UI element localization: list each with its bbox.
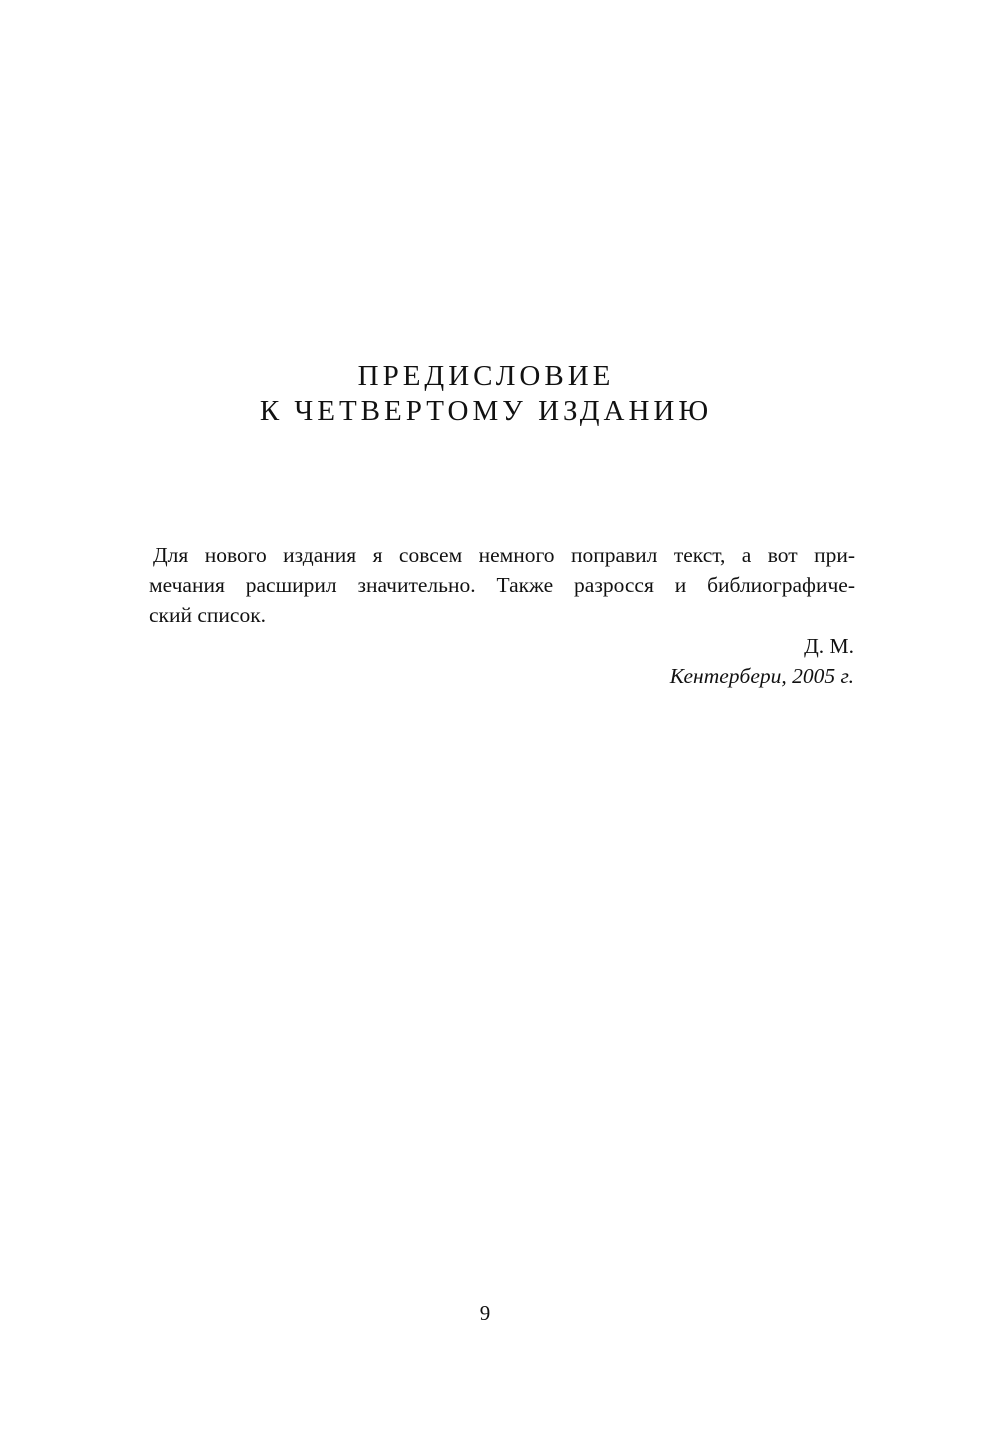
place-and-date: Кентербери, 2005 г. <box>669 664 854 688</box>
paragraph-line: ский список. <box>149 603 267 627</box>
page-number: 9 <box>479 1301 491 1325</box>
preface-paragraph <box>149 540 855 630</box>
paragraph-line: мечания расширил значительно. Также разросся и библиографиче- <box>149 573 855 597</box>
author-signature: Д. М. <box>804 634 854 658</box>
page-title-line-2: К ЧЕТВЕРТОМУ ИЗДАНИЮ <box>259 395 713 427</box>
paragraph-line: Для нового издания я совсем немного поправил текст, а вот при- <box>153 543 855 567</box>
page-title-line-1: ПРЕДИСЛОВИЕ <box>357 360 615 392</box>
